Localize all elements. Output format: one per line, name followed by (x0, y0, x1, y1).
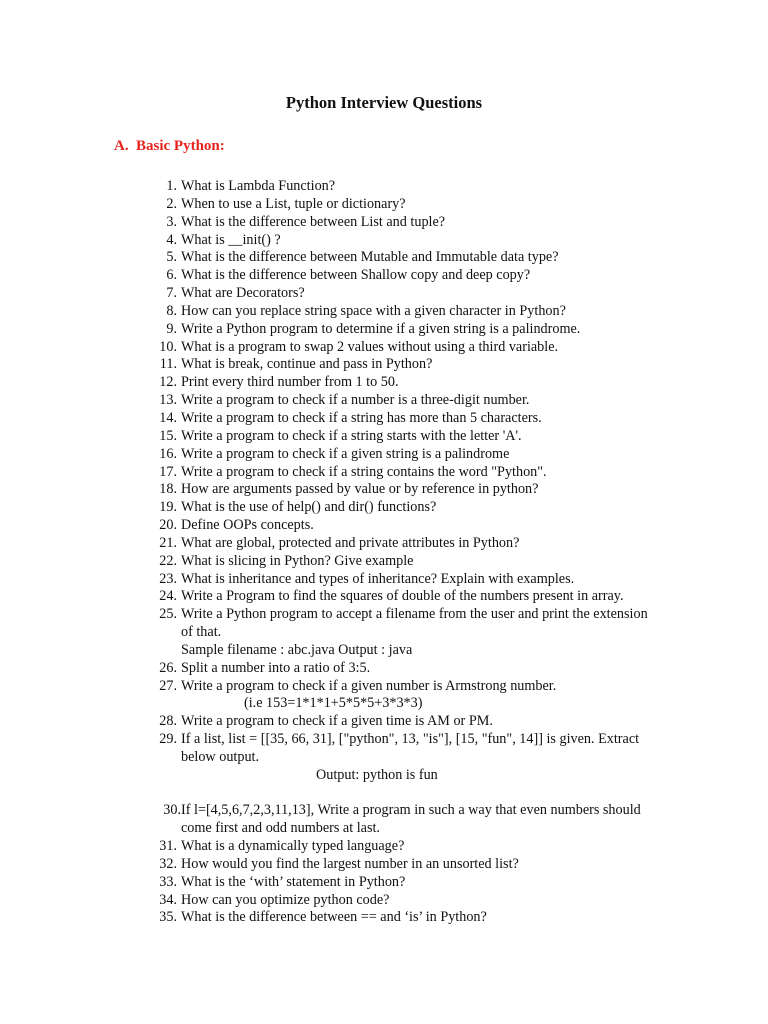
question-text-line: How can you replace string space with a given character in Python? (181, 302, 566, 319)
question-number: 22. (159, 552, 177, 569)
question-text-line: Print every third number from 1 to 50. (181, 374, 399, 391)
question-number: 21. (159, 534, 177, 551)
question-number: 7. (166, 285, 177, 302)
question-number: 4. (166, 231, 177, 248)
question-text (181, 339, 686, 357)
question-number: 1. (166, 178, 177, 194)
section-letter: A. (114, 138, 129, 154)
question-number: 2. (166, 195, 177, 212)
question-text-line: Split a number into a ratio of 3:5. (181, 659, 371, 676)
question-item (0, 731, 768, 785)
question-item (0, 713, 768, 731)
question-item (0, 249, 768, 267)
question-example-line: Sample filename : abc.java Output : java (181, 641, 413, 658)
question-text-line: How would you find the largest number in an unsorted list? (181, 855, 519, 872)
question-text-line: Write a program to check if a given number is Armstrong number. (181, 677, 557, 694)
question-text-line: If l=[4,5,6,7,2,3,11,13], Write a program in such a way that even numbers should (181, 802, 641, 819)
question-example-line: Output: python is fun (316, 766, 438, 783)
question-text (181, 517, 686, 535)
question-text (181, 892, 686, 910)
question-text-line: Write a Python program to determine if a given string is a palindrome. (181, 320, 581, 337)
question-item (0, 214, 768, 232)
question-text (181, 446, 686, 464)
question-text-line: Write a program to check if a number is a three-digit number. (181, 392, 530, 409)
question-text-line: What is Lambda Function? (181, 178, 336, 194)
question-item (0, 874, 768, 892)
question-text (181, 606, 686, 660)
question-text (181, 571, 686, 589)
question-text-line: come first and odd numbers at last. (181, 820, 380, 837)
question-text-line: What is __init() ? (181, 231, 281, 248)
question-text (181, 196, 686, 214)
question-number: 17. (159, 463, 177, 480)
question-item (0, 606, 768, 660)
question-number: 3. (166, 213, 177, 230)
question-item (0, 356, 768, 374)
question-item (0, 321, 768, 339)
question-text (181, 464, 686, 482)
question-text-line: What is slicing in Python? Give example (181, 552, 414, 569)
question-number: 23. (159, 570, 177, 587)
question-number: 9. (166, 320, 177, 337)
question-text (181, 909, 686, 927)
question-text (181, 856, 686, 874)
question-text (181, 178, 686, 196)
question-item (0, 410, 768, 428)
question-item (0, 232, 768, 250)
question-text-line: What is a dynamically typed language? (181, 837, 405, 854)
question-text-line: What are Decorators? (181, 285, 305, 302)
question-item (0, 392, 768, 410)
question-text (181, 499, 686, 517)
question-number: 32. (159, 855, 177, 872)
question-text (181, 660, 686, 678)
question-text (181, 392, 686, 410)
section-heading (114, 137, 225, 155)
question-text (181, 214, 686, 232)
question-text-line: What is the ‘with’ statement in Python? (181, 873, 406, 890)
question-list (0, 178, 768, 927)
question-item (0, 535, 768, 553)
question-number: 19. (159, 499, 177, 516)
question-text (181, 535, 686, 553)
question-text (181, 321, 686, 339)
question-text-line: When to use a List, tuple or dictionary? (181, 195, 406, 212)
question-item (0, 374, 768, 392)
question-item (0, 267, 768, 285)
question-text-line: What is the difference between == and ‘is’ in Python? (181, 909, 487, 926)
question-text-line: of that. (181, 624, 222, 641)
question-number: 13. (159, 392, 177, 409)
question-text-line: Write a Program to find the squares of double of the numbers present in array. (181, 588, 624, 605)
question-text (181, 285, 686, 303)
question-text (181, 232, 686, 250)
question-item (0, 446, 768, 464)
question-number: 35. (159, 909, 177, 926)
question-number: 10. (159, 338, 177, 355)
question-text-line: What is a program to swap 2 values without using a third variable. (181, 338, 559, 355)
question-text-line: Write a program to check if a string starts with the letter 'A'. (181, 427, 522, 444)
question-text-line: What is break, continue and pass in Python? (181, 356, 433, 373)
question-number: 25. (159, 606, 177, 623)
question-item (0, 285, 768, 303)
question-number: 12. (159, 374, 177, 391)
question-item (0, 178, 768, 196)
question-item (0, 909, 768, 927)
question-text-line: If a list, list = [[35, 66, 31], ["python", 13, "is"], [15, "fun", 14]] is given. Extract (181, 731, 640, 748)
question-item (0, 838, 768, 856)
question-text (181, 731, 686, 785)
question-item (0, 428, 768, 446)
question-number: 14. (159, 409, 177, 426)
question-item (0, 678, 768, 714)
question-text (181, 553, 686, 571)
question-item (0, 802, 768, 838)
question-text-line: Write a program to check if a given string is a palindrome (181, 445, 510, 462)
question-number: 27. (159, 677, 177, 694)
question-number: 18. (159, 481, 177, 498)
question-text (181, 802, 686, 838)
question-text (181, 588, 686, 606)
question-text-line: Define OOPs concepts. (181, 517, 314, 534)
question-text-line: How can you optimize python code? (181, 891, 390, 908)
question-text (181, 249, 686, 267)
list-spacer (0, 785, 768, 803)
page-title: Python Interview Questions (285, 93, 483, 112)
question-text-line: What is the use of help() and dir() functions? (181, 499, 437, 516)
question-text (181, 713, 686, 731)
question-text (181, 838, 686, 856)
question-text-line: What is the difference between List and tuple? (181, 213, 446, 230)
question-text (181, 678, 686, 714)
question-number: 31. (159, 837, 177, 854)
question-number: 34. (159, 891, 177, 908)
question-number: 24. (159, 588, 177, 605)
question-item (0, 588, 768, 606)
section-heading-text: Basic Python: (136, 138, 225, 154)
question-item (0, 517, 768, 535)
question-text-line: Write a program to check if a string contains the word "Python". (181, 463, 547, 480)
question-number: 6. (166, 267, 177, 284)
question-text-line: What is the difference between Shallow copy and deep copy? (181, 267, 531, 284)
question-text (181, 410, 686, 428)
question-item (0, 553, 768, 571)
question-text-line: What is the difference between Mutable and Immutable data type? (181, 249, 559, 266)
question-item (0, 660, 768, 678)
question-number: 20. (159, 517, 177, 534)
question-number: 29. (159, 731, 177, 748)
question-text-line: Write a Python program to accept a filename from the user and print the extension (181, 606, 648, 623)
question-example-line: (i.e 153=1*1*1+5*5*5+3*3*3) (244, 695, 423, 712)
question-number: 26. (159, 659, 177, 676)
question-item (0, 571, 768, 589)
question-text (181, 874, 686, 892)
question-text (181, 481, 686, 499)
question-number: 16. (159, 445, 177, 462)
question-number: 33. (159, 873, 177, 890)
question-text-line: How are arguments passed by value or by reference in python? (181, 481, 539, 498)
question-item (0, 499, 768, 517)
question-text-line: What is inheritance and types of inheritance? Explain with examples. (181, 570, 575, 587)
question-text (181, 356, 686, 374)
question-item (0, 196, 768, 214)
question-number: 11. (159, 356, 177, 373)
question-text-line: below output. (181, 749, 260, 765)
question-item (0, 856, 768, 874)
question-number: 15. (159, 427, 177, 444)
question-text-line: What are global, protected and private attributes in Python? (181, 534, 520, 551)
question-text (181, 428, 686, 446)
question-number: 5. (166, 249, 177, 266)
question-text-line: Write a program to check if a string has more than 5 characters. (181, 409, 542, 426)
question-item (0, 339, 768, 357)
question-item (0, 892, 768, 910)
question-text (181, 267, 686, 285)
question-number: 8. (166, 302, 177, 319)
question-number: 28. (159, 713, 177, 730)
question-item (0, 481, 768, 499)
question-text (181, 374, 686, 392)
question-number: 30. (163, 802, 181, 819)
question-text-line: Write a program to check if a given time is AM or PM. (181, 713, 493, 730)
question-text (181, 303, 686, 321)
question-item (0, 464, 768, 482)
question-item (0, 303, 768, 321)
